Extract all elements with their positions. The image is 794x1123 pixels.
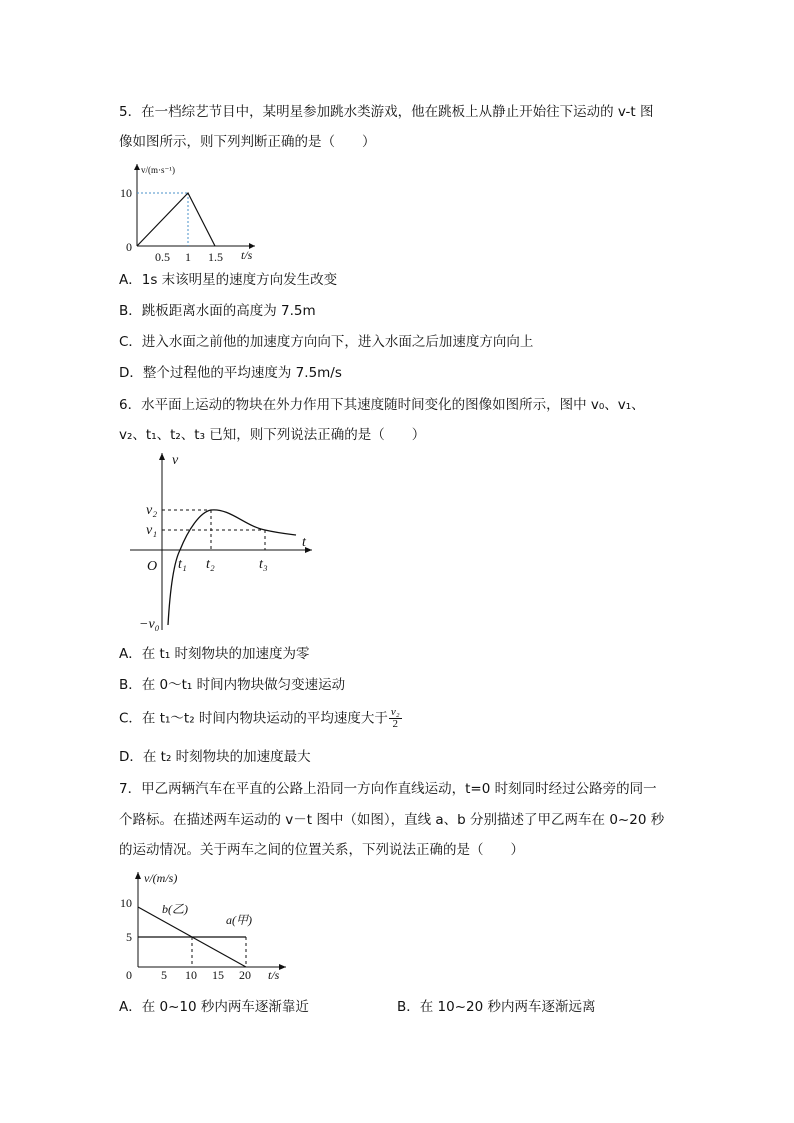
q6-option-b: B．在 0～t₁ 时间内物块做匀变速运动 <box>119 677 346 693</box>
q7-x15: 15 <box>212 968 224 982</box>
q6-v1: v₁ <box>146 523 158 538</box>
q7-y5: 5 <box>126 930 132 944</box>
q6-option-d: D．在 t₂ 时刻物块的加速度最大 <box>119 749 311 765</box>
q5-x15: 1.5 <box>208 250 223 264</box>
q5-option-d: D．整个过程他的平均速度为 7.5m/s <box>119 365 342 381</box>
q7-x10: 10 <box>185 968 197 982</box>
q6-v2: v₂ <box>146 503 158 518</box>
q7-y10: 10 <box>120 896 132 910</box>
q5-stem-line2: 像如图所示，则下列判断正确的是（ ） <box>119 134 376 150</box>
q6-option-a: A．在 t₁ 时刻物块的加速度为零 <box>119 646 310 662</box>
q6-fraction-numerator: v₂ <box>390 706 400 718</box>
q6-vt-graph <box>130 450 320 635</box>
q7-line-b-label: b(乙) <box>162 902 188 916</box>
q5-option-c: C．进入水面之前他的加速度方向向下，进入水面之后加速度方向向上 <box>119 334 534 350</box>
q6-stem-line2: v₂、t₁、t₂、t₃ 已知，则下列说法正确的是（ ） <box>119 427 426 443</box>
q7-x20: 20 <box>239 968 251 982</box>
q7-line-a-label: a(甲) <box>226 913 252 927</box>
q7-x0: 0 <box>126 968 132 982</box>
q5-x05: 0.5 <box>155 250 170 264</box>
q7-stem-line2: 个路标。在描述两车运动的 v－t 图中（如图），直线 a、b 分别描述了甲乙两车在 0~20 秒 <box>119 812 665 828</box>
q5-ylabel: v/(m·s⁻¹) <box>141 165 175 175</box>
q7-x5: 5 <box>161 968 167 982</box>
q7-stem-line3: 的运动情况。关于两车之间的位置关系，下列说法正确的是（ ） <box>119 842 524 858</box>
q6-t1: t₁ <box>178 557 187 572</box>
q7-vt-graph <box>118 866 298 986</box>
q5-xlabel: t/s <box>241 248 253 262</box>
q6-v-label: v <box>172 453 179 468</box>
q7-option-b: B．在 10~20 秒内两车逐渐远离 <box>397 999 596 1015</box>
q6-option-c <box>119 707 402 730</box>
q6-minus-v0: −v₀ <box>139 617 160 632</box>
q6-t-label: t <box>302 535 306 550</box>
q5-vt-graph <box>119 160 279 265</box>
q5-option-b: B．跳板距离水面的高度为 7.5m <box>119 303 316 319</box>
q6-t3: t₃ <box>259 557 268 572</box>
q6-t2: t₂ <box>206 557 215 572</box>
q7-xlabel: t/s <box>268 968 280 982</box>
q7-option-a: A．在 0~10 秒内两车逐渐靠近 <box>119 999 309 1015</box>
q5-stem-line1: 5．在一档综艺节目中，某明星参加跳水类游戏，他在跳板上从静止开始往下运动的 v-t 图 <box>119 104 654 120</box>
q6-origin: O <box>147 559 158 574</box>
q7-ylabel: v/(m/s) <box>144 871 178 885</box>
q6-option-c-text: C．在 t₁～t₂ 时间内物块运动的平均速度大于 <box>119 710 388 727</box>
q7-stem-line1: 7．甲乙两辆汽车在平直的公路上沿同一方向作直线运动，t=0 时刻同时经过公路旁的同一 <box>119 781 657 797</box>
q5-y0: 0 <box>126 240 132 254</box>
q6-stem-line1: 6．水平面上运动的物块在外力作用下其速度随时间变化的图像如图所示，图中 v₀、v₁、 <box>119 397 645 413</box>
q6-option-c-fraction <box>389 707 402 730</box>
q5-y10: 10 <box>120 186 132 200</box>
q6-fraction-denominator: 2 <box>392 718 399 730</box>
q5-option-a: A．1s 末该明星的速度方向发生改变 <box>119 272 338 288</box>
q5-x1: 1 <box>185 250 191 264</box>
